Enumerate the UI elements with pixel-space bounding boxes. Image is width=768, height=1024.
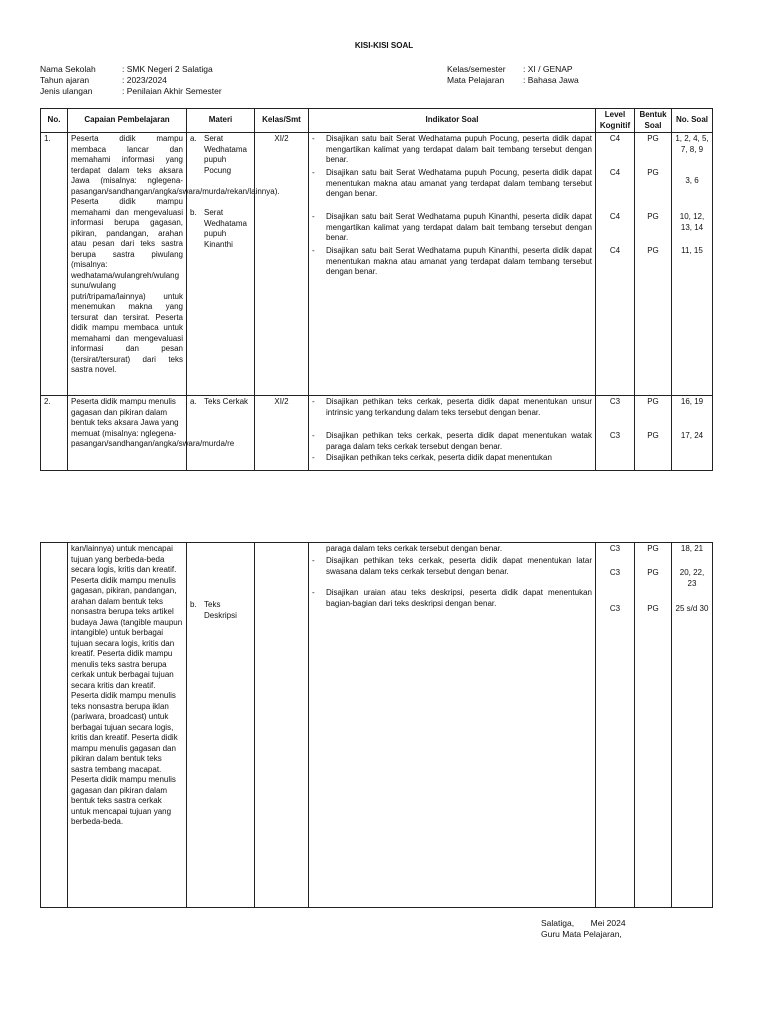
level-value: C4 <box>609 212 621 221</box>
bentuk-value: PG <box>647 604 659 613</box>
row-no: 1. <box>41 133 68 396</box>
col-capaian: Capaian Pembelajaran <box>68 109 187 133</box>
table-row <box>41 133 713 396</box>
table-row <box>41 396 713 471</box>
nosoal-value: 17, 24 <box>680 431 704 440</box>
bullet: - <box>312 431 315 440</box>
bentuk-value: PG <box>647 544 659 553</box>
row-capaian: Peserta didik mampu menulis gagasan dan pikiran dalam bentuk teks aksara Jawa yang memuat (misalnya: nglegena-pasangan/sandhangan/angka/swara/murda/re <box>68 396 187 471</box>
row-indikator <box>309 396 596 471</box>
level-value: C3 <box>609 431 621 440</box>
bentuk-value: PG <box>647 431 659 440</box>
indicator-text: Disajikan uraian atau teks deskripsi, peserta didik dapat menentukan bagian-bagian dari teks deskripsi dengan benar. <box>326 588 592 608</box>
row-bentuk <box>635 543 672 908</box>
signature-role: Guru Mata Pelajaran, <box>541 929 622 939</box>
kisi-table-page1 <box>40 108 713 471</box>
signature-block <box>541 918 626 940</box>
kelas-label: Kelas/semester <box>447 64 506 74</box>
mapel-label: Mata Pelajaran <box>447 75 505 85</box>
header-right <box>447 64 579 86</box>
indicator-text: Disajikan pethikan teks cerkak, peserta didik dapat menentukan watak paraga dalam teks cerkak tersebut dengan benar. <box>326 431 592 451</box>
level-value: C3 <box>609 397 621 406</box>
indicator-text: paraga dalam teks cerkak tersebut dengan benar. <box>326 544 503 553</box>
row-indikator <box>309 543 596 908</box>
row-kelas: XI/2 <box>255 396 309 471</box>
materi-b: Teks Deskripsi <box>204 600 237 620</box>
indicator-text: Disajikan satu bait Serat Wedhatama pupuh Kinanthi, peserta didik dapat menentukan makna atau amanat yang terdapat dalam tembang tersebut dengan benar. <box>326 246 592 276</box>
level-value: C4 <box>609 168 621 177</box>
header-left <box>40 64 222 97</box>
nosoal-value: 16, 19 <box>680 397 704 406</box>
bentuk-value: PG <box>647 246 659 255</box>
materi-a: Teks Cerkak <box>204 397 249 406</box>
indicator-text: Disajikan pethikan teks cerkak, peserta didik dapat menentukan latar swasana dalam teks cerkak tersebut dengan benar. <box>326 556 592 576</box>
row-level <box>596 133 635 396</box>
materi-b: Serat Wedhatama pupuh Kinanthi <box>204 208 247 249</box>
row-kelas <box>255 543 309 908</box>
bentuk-value: PG <box>647 568 659 577</box>
indicator-text: Disajikan satu bait Serat Wedhatama pupuh Pocung, peserta didik dapat mengartikan kalimat yang terdapat dalam bait tembang tersebut dengan benar. <box>326 134 592 164</box>
materi-mark: a. <box>190 397 197 406</box>
col-bentuk: Bentuk Soal <box>635 109 672 133</box>
row-kelas: XI/2 <box>255 133 309 396</box>
row-no: 2. <box>41 396 68 471</box>
col-nosoal: No. Soal <box>672 109 713 133</box>
materi-a: Serat Wedhatama pupuh Pocung <box>204 134 247 175</box>
nosoal-value: 1, 2, 4, 5, 7, 8, 9 <box>675 134 709 154</box>
row-materi <box>187 396 255 471</box>
bullet: - <box>312 453 315 462</box>
mapel-value: : Bahasa Jawa <box>523 75 579 85</box>
table-header-row <box>41 109 713 133</box>
row-level <box>596 543 635 908</box>
col-indikator: Indikator Soal <box>309 109 596 133</box>
row-bentuk <box>635 133 672 396</box>
tahun-value: : 2023/2024 <box>122 75 167 85</box>
indicator-text: Disajikan pethikan teks cerkak, peserta didik dapat menentukan unsur intrinsic yang terkandung dalam teks tersebut dengan benar. <box>326 397 592 417</box>
bentuk-value: PG <box>647 134 659 143</box>
bullet: - <box>312 212 315 221</box>
level-value: C3 <box>609 544 621 553</box>
row-nosoal <box>672 396 713 471</box>
level-value: C4 <box>609 134 621 143</box>
row-materi <box>187 543 255 908</box>
kisi-table-page2 <box>40 542 713 908</box>
nosoal-value: 3, 6 <box>685 176 699 185</box>
table-row <box>41 543 713 908</box>
col-kelas: Kelas/Smt <box>255 109 309 133</box>
tahun-label: Tahun ajaran <box>40 75 90 85</box>
bullet: - <box>312 168 315 177</box>
bullet: - <box>312 588 315 597</box>
indicator-text: Disajikan satu bait Serat Wedhatama pupuh Kinanthi, peserta didik dapat mengartikan kalimat yang terdapat dalam bait tembang tersebut dengan benar. <box>326 212 592 242</box>
level-value: C4 <box>609 246 621 255</box>
bentuk-value: PG <box>647 397 659 406</box>
materi-mark: b. <box>190 600 197 609</box>
nama-sekolah-label: Nama Sekolah <box>40 64 96 74</box>
bullet: - <box>312 397 315 406</box>
jenis-value: : Penilaian Akhir Semester <box>122 86 222 96</box>
bullet: - <box>312 246 315 255</box>
indicator-text: Disajikan pethikan teks cerkak, peserta didik dapat menentukan <box>326 453 552 462</box>
indicator-text: Disajikan satu bait Serat Wedhatama pupuh Pocung, peserta didik dapat menentukan makna atau amanat yang terdapat dalam tembang tersebut dengan benar. <box>326 168 592 198</box>
kelas-value: : XI / GENAP <box>523 64 573 74</box>
nosoal-value: 25 s/d 30 <box>675 604 709 613</box>
row-no <box>41 543 68 908</box>
row-bentuk <box>635 396 672 471</box>
col-materi: Materi <box>187 109 255 133</box>
jenis-label: Jenis ulangan <box>40 86 93 96</box>
row-indikator <box>309 133 596 396</box>
place-date: Salatiga, Mei 2024 <box>541 918 626 928</box>
col-no: No. <box>41 109 68 133</box>
row-nosoal <box>672 543 713 908</box>
row-capaian: Peserta didik mampu membaca lancar dan memahami informasi yang terdapat dalam teks aksara Jawa (misalnya: nglegena-pasangan/sandhangan/angka/swara/murda/rekan/lainnya). Peserta didik mampu memahami dan mengevaluasi informasi berupa gagasan, pikiran, pandangan, arahan atau pesan dari teks sastra berupa sastra piwulang (misalnya: wedhatama/wulangreh/wulang sunu/wulang putri/tripama/lainnya) untuk menemukan makna yang tersurat dan tersirat. Peserta didik mampu membaca untuk memahami dan mengevaluasi informasi dan pesan (tersirat/tersurat) dari teks sastra novel. <box>68 133 187 396</box>
document-title: KISI-KISI SOAL <box>354 41 414 50</box>
row-nosoal <box>672 133 713 396</box>
col-level: Level Kognitif <box>596 109 635 133</box>
bentuk-value: PG <box>647 212 659 221</box>
bullet: - <box>312 134 315 143</box>
materi-mark: a. <box>190 134 197 143</box>
nosoal-value: 10, 12, 13, 14 <box>679 212 705 232</box>
materi-mark: b. <box>190 208 197 217</box>
level-value: C3 <box>609 604 621 613</box>
level-value: C3 <box>609 568 621 577</box>
nosoal-value: 11, 15 <box>681 246 703 255</box>
nama-sekolah-value: : SMK Negeri 2 Salatiga <box>122 64 213 74</box>
bullet: - <box>312 556 315 565</box>
row-capaian: kan/lainnya) untuk mencapai tujuan yang berbeda-beda secara logis, kritis dan kreatif. Peserta didik mampu menulis gagasan, pikiran, pandangan, arahan dalam bentuk teks nonsastra berupa teks artikel budaya Jawa (tangible maupun intangible) untuk berbagai tujuan secara logis, kritis dan kreatif. Peserta didik mampu menulis teks sastra berupa cerkak untuk berbagai tujuan secara kritis dan kreatif. Peserta didik mampu menulis teks nonsastra berupa iklan (pariwara, broadcast) untuk berbagai tujuan secara logis, kritis dan kreatif. Peserta didik mampu menulis gagasan dan pikiran dalam bentuk teks sastra tembang macapat. Peserta didik mampu menulis gagasan dan pikiran dalam bentuk teks sastra cerkak untuk mencapai tujuan yang berbeda-beda. <box>68 543 187 908</box>
bentuk-value: PG <box>647 168 659 177</box>
nosoal-value: 20, 22, 23 <box>679 568 705 588</box>
row-level <box>596 396 635 471</box>
nosoal-value: 18, 21 <box>680 544 704 553</box>
row-materi <box>187 133 255 396</box>
